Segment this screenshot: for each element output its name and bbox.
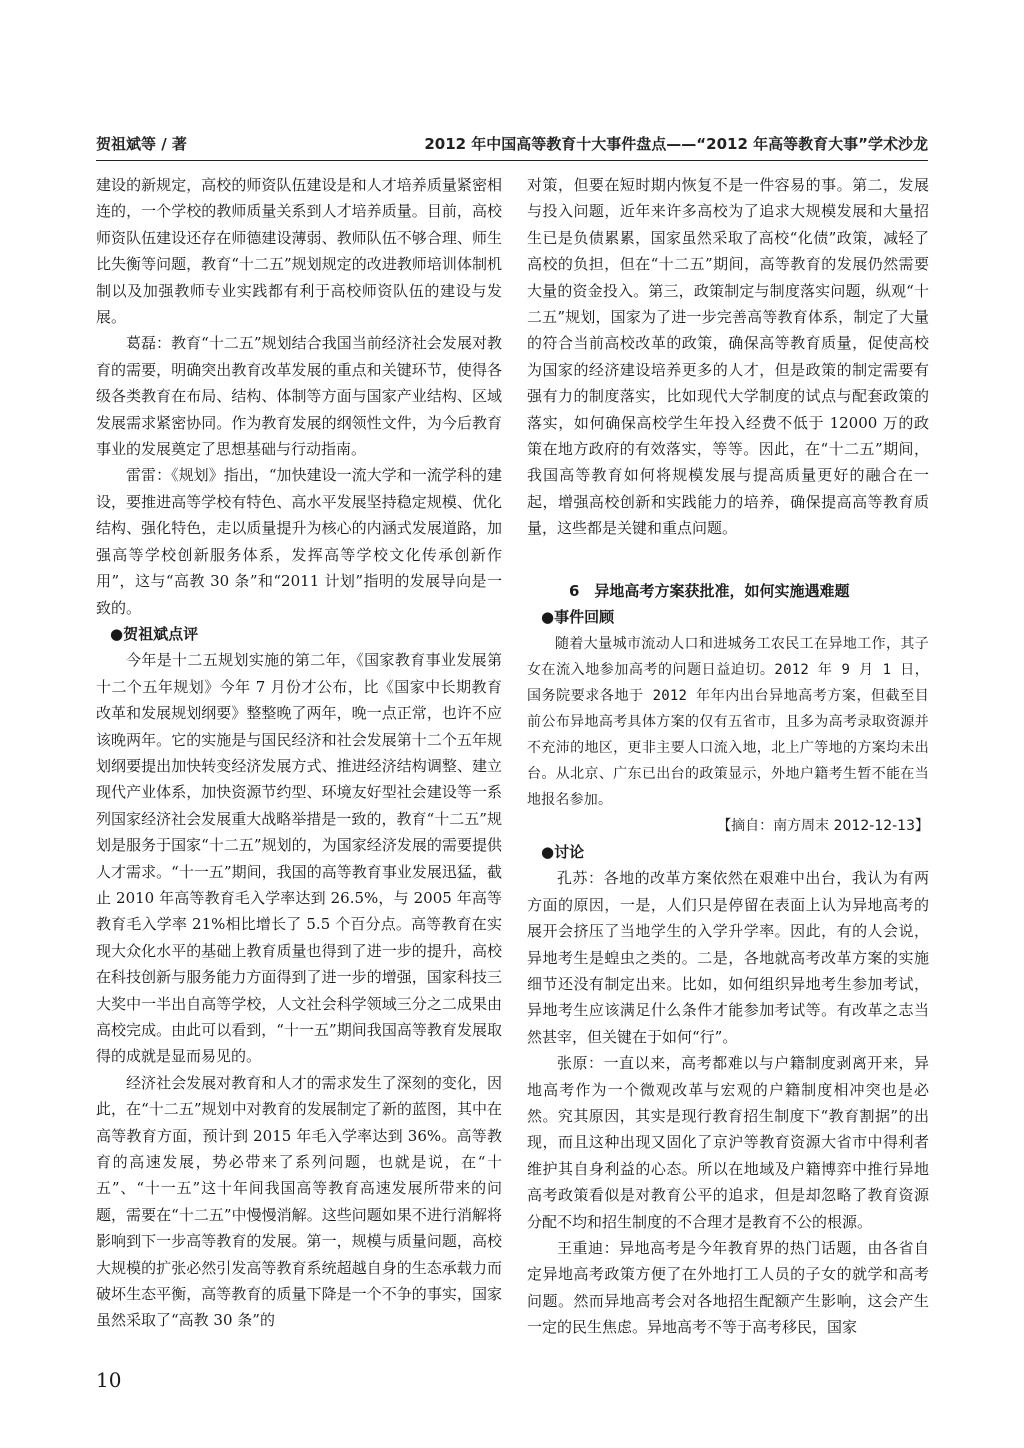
page-number: 10 (96, 1368, 122, 1392)
paragraph: 对策，但要在短时期内恢复不是一件容易的事。第二，发展与投入问题，近年来许多高校为了追求大规模发展和大量招生已是负债累累，国家虽然采取了高校“化债”政策，减轻了高校的负担，但在“十二五”期间，高等教育的发展仍然需要大量的资金投入。第三，政策制定与制度落实问题，纵观“十二五”规划，国家为了进一步完善高等教育体系，制定了大量的符合当前高校改革的政策，确保高等教育质量，促使高校为国家的经济建设培养更多的人才，但是政策的制定需要有强有力的制度落实，比如现代大学制度的试点与配套政策的落实，如何确保高校学生年投入经费不低于 12000 万的政策在地方政府的有效落实，等等。因此，在“十二五”期间，我国高等教育如何将规模发展与提高质量更好的融合在一起，增强高校创新和实践能力的培养，确保提高高等教育质量，这些都是关键和重点问题。 (527, 176, 929, 538)
source-citation: 【摘自：南方周末 2012-12-13】 (717, 817, 929, 834)
section-heading: ●贺祖斌点评 (110, 624, 199, 643)
paragraph: 葛磊：教育“十二五”规划结合我国当前经济社会发展对教育的需要，明确突出教育改革发展的重点和关键环节，使得各级各类教育在布局、结构、体制等方面与国家产业结构、区域发展需求紧密协同。作为教育发展的纲领性文件，为今后教育事业的发展奠定了思想基础与行动指南。 (96, 334, 502, 459)
right-column (527, 172, 929, 1341)
running-header (96, 130, 928, 161)
event-text: 随着大量城市流动人口和进城务工农民工在异地工作，其子女在流入地参加高考的问题日益迫切。2012 年 9 月 1 日，国务院要求各地于 2012 年年内出台异地高考方案，但截至目前公布异地高考具体方案的仅有五省市，且多为高考录取资源并不充沛的地区，更非主要人口流入地，北上广等地的方案均未出台。从北京、广东已出台的政策显示，外地户籍考生暂不能在当地报名参加。 (527, 635, 929, 808)
section-gap (527, 542, 929, 578)
paragraph: 王重迪：异地高考是今年教育界的热门话题，由各省自定异地高考政策方便了在外地打工人员的子女的就学和高考问题。然而异地高考会对各地招生配额产生影响，这会产生一定的民生焦虑。异地高考不等于高考移民，国家 (527, 1239, 929, 1337)
left-column (96, 172, 502, 1334)
discussion-heading: ●讨论 (541, 842, 585, 861)
header-title: 2012 年中国高等教育十大事件盘点——“2012 年高等教育大事”学术沙龙 (424, 135, 928, 153)
header-author: 贺祖斌等 / 著 (96, 135, 187, 153)
paragraph: 张原：一直以来，高考都难以与户籍制度剥离开来，异地高考作为一个微观改革与宏观的户籍制度相冲突也是必然。究其原因，其实是现行教育招生制度下“教育割据”的出现，而且这种出现又固化了京沪等教育资源大省市中得利者维护其自身利益的心态。所以在地域及户籍博弈中推行异地高考政策看似是对教育公平的追求，但是却忽略了教育资源分配不均和招生制度的不合理才是教育不公的根源。 (527, 1054, 929, 1231)
event-heading: ●事件回顾 (541, 608, 615, 627)
paragraph: 今年是十二五规划实施的第二年，《国家教育事业发展第十二个五年规划》今年 7 月份才公布，比《国家中长期教育改革和发展规划纲要》整整晚了两年，晚一点正常，也许不应该晚两年。它的实施是与国民经济和社会发展第十二个五年规划纲要提出加快转变经济发展方式、推进经济结构调整、建立现代产业体系，加快资源节约型、环境友好型社会建设等一系列国家经济社会发展重大战略举措是一致的，教育“十二五”规划是服务于国家“十二五”规划的，为国家经济发展的需要提供人才需求。“十一五”期间，我国的高等教育事业发展迅猛，截止 2010 年高等教育毛入学率达到 26.5%，与 2005 年高等教育毛入学率 21%相比增长了 5.5 个百分点。高等教育在实现大众化水平的基础上教育质量也得到了进一步的提升，高校在科技创新与服务能力方面得到了进一步的增强，国家科技三大奖中一半出自高等学校，人文社会科学领域三分之二成果由高校完成。由此可以看到，“十一五”期间我国高等教育发展取得的成就是显而易见的。 (96, 651, 502, 1066)
paragraph: 经济社会发展对教育和人才的需求发生了深刻的变化，因此，在“十二五”规划中对教育的发展制定了新的蓝图，其中在高等教育方面，预计到 2015 年毛入学率达到 36%。高等教育的高速发展，势必带来了系列问题，也就是说，在“十五”、“十一五”这十年间我国高等教育高速发展所带来的问题，需要在“十二五”中慢慢消解。这些问题如果不进行消解将影响到下一步高等教育的发展。第一，规模与质量问题，高校大规模的扩张必然引发高等教育系统超越自身的生态承载力而破坏生态平衡，高等教育的质量下降是一个不争的事实，国家虽然采取了“高教 30 条”的 (96, 1073, 502, 1330)
paragraph: 孔苏：各地的改革方案依然在艰难中出台，我认为有两方面的原因，一是，人们只是停留在表面上认为异地高考的展开会挤压了当地学生的入学升学率。因此，有的人会说，异地考生是蝗虫之类的。二是，各地就高考改革方案的实施细节还没有制定出来。比如，如何组织异地考生参加考试，异地考生应该满足什么条件才能参加考试等。有改革之志当然甚宰，但关键在于如何“行”。 (527, 869, 929, 1046)
paragraph: 雷雷：《规划》指出，“加快建设一流大学和一流学科的建设，要推进高等学校有特色、高水平发展坚持稳定规模、优化结构、强化特色，走以质量提升为核心的内涵式发展道路，加强高等学校创新服务体系，发挥高等学校文化传承创新作用”，这与“高教 30 条”和“2011 计划”指明的发展导向是一致的。 (96, 466, 502, 617)
paragraph: 建设的新规定，高校的师资队伍建设是和人才培养质量紧密相连的，一个学校的教师质量关系到人才培养质量。目前，高校师资队伍建设还存在师德建设薄弱、教师队伍不够合理、师生比失衡等问题，教育“十二五”规划规定的改进教师培训体制机制以及加强教师专业实践都有利于高校师资队伍的建设与发展。 (96, 176, 502, 327)
section-title: 6 异地高考方案获批准，如何实施遇难题 (569, 581, 850, 600)
